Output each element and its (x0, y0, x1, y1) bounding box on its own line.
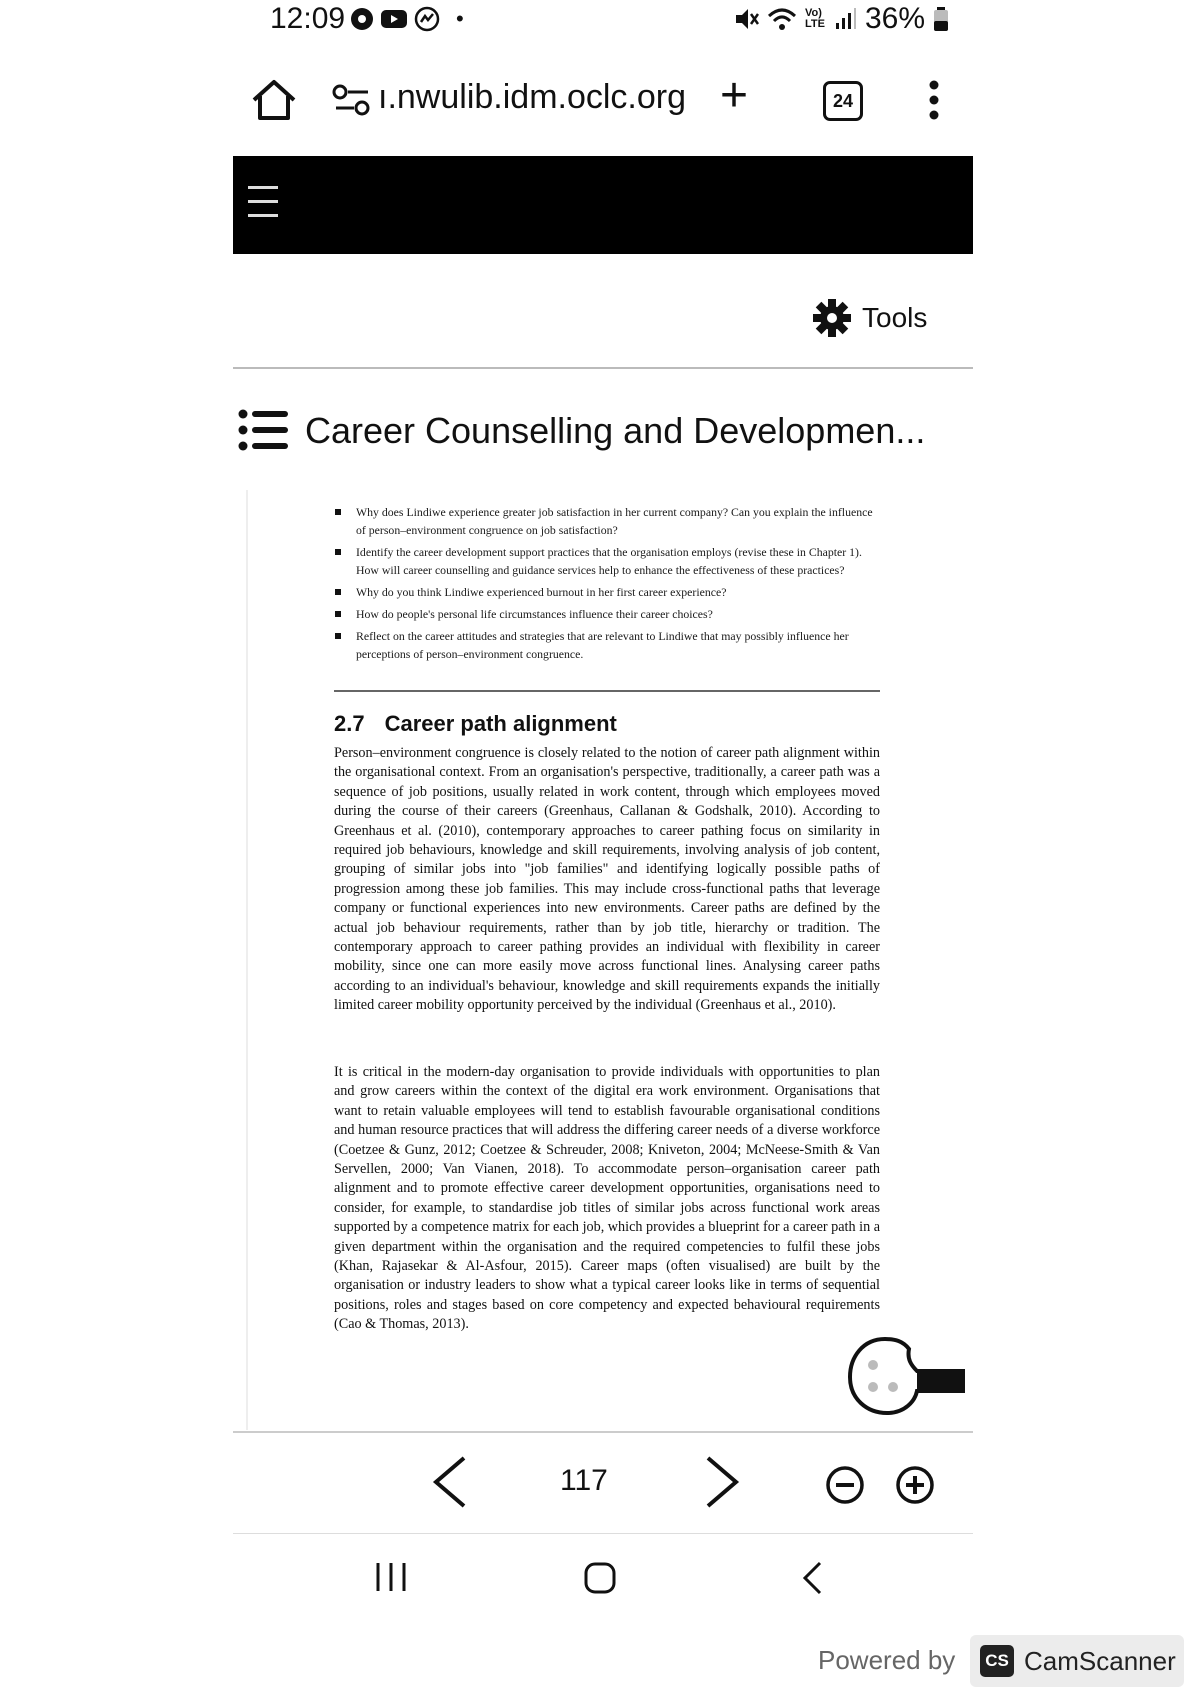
tools-button[interactable] (812, 298, 927, 338)
messenger-notification-icon (414, 6, 440, 32)
recent-apps-button[interactable] (373, 1560, 409, 1594)
next-page-button[interactable] (702, 1455, 742, 1509)
recent-apps-icon (373, 1560, 409, 1594)
document-title: Career Counselling and Developmen... (305, 410, 926, 451)
add-tab-icon: + (720, 69, 749, 122)
wifi-icon (767, 6, 797, 32)
list-item: Identify the career development support practices that the organisation employs (revise these in Chapter 1). How will career counselling and guidance services help to enhance the effectiveness of these practices? (332, 543, 880, 579)
site-settings-icon (332, 82, 372, 118)
camscanner-brand: CamScanner (1024, 1645, 1176, 1676)
new-tab-button[interactable] (720, 69, 749, 122)
home-nav-icon (584, 1562, 616, 1594)
divider (233, 1431, 973, 1433)
battery-icon (933, 6, 949, 32)
annotation-cursor-icon (845, 1335, 965, 1417)
body-paragraph: Person–environment congruence is closely related to the notion of career path alignment within the organisational context. From an organisation's perspective, traditionally, a career path was a sequence of job positions, usually related in work content, through which employees moved during the course of their careers (Greenhaus, Callanan & Godshalk, 2010). According to Greenhaus et al. (2010), contemporary approaches to career pathing focus on similarity in required job behaviours, knowledge and skill requirements, involving analysis of job content, grouping of similar jobs into "job families" and identifying logically possible paths of progression among these job families. This may include cross-functional paths that leverage company or functional experiences into new environments. Career paths are defined by the actual job behaviour requirements, rather than by job title, hierarchy or tradition. The contemporary approach to career pathing provides an individual with flexibility in career mobility, since one can more easily move across functional lines. Analysing career paths according to an individual's behaviour, knowledge and skill requirements expands the initially limited career mobility opportunity perceived by the individual (Greenhaus et al., 2010). (334, 745, 880, 1014)
signal-icon (835, 7, 857, 31)
battery-percent: 36% (865, 2, 926, 35)
url-bar[interactable]: ı.nwulib.idm.oclc.org (378, 78, 687, 116)
hamburger-menu-button[interactable] (248, 186, 278, 218)
previous-page-button[interactable] (430, 1455, 470, 1509)
mute-icon (733, 6, 759, 32)
table-of-contents-button[interactable] (238, 409, 288, 451)
chevron-left-icon (430, 1455, 470, 1509)
system-status-icons (733, 2, 949, 36)
chrome-notification-icon (350, 7, 374, 31)
system-home-button[interactable] (584, 1562, 616, 1594)
site-header (233, 156, 973, 254)
chevron-right-icon (702, 1455, 742, 1509)
toc-list-icon (238, 409, 288, 451)
zoom-out-button[interactable] (825, 1465, 865, 1505)
page-number[interactable]: 117 (560, 1464, 608, 1497)
network-type: Vo) LTE (805, 7, 825, 30)
gear-icon (812, 298, 852, 338)
status-time: 12:09 (270, 2, 346, 35)
list-item: How do people's personal life circumstances influence their career choices? (332, 605, 880, 623)
section-number: 2.7 (334, 711, 365, 736)
camscanner-watermark (970, 1635, 1184, 1687)
body-paragraph: It is critical in the modern-day organisation to provide individuals with opportunities to plan and grow careers within the context of the digital era work environment. Organisations that want to retain valuable employees will tend to establish favourable organisational conditions and human resource practices that will address the differing career needs of a diverse workforce (Coetzee & Gunz, 2012; Coetzee & Schreuder, 2008; Kniveton, 2004; McNeese-Smith & Van Servellen, 2000; Van Vianen, 2018). To accommodate person–organisation career path alignment and to promote effective career development opportunities, organisations need to consider, for example, to standardise job titles of similar jobs across functional work areas supported by a competence matrix for each job, which provides a blueprint for a career path in a given department within the organisation and the required competencies to fulfil these jobs (Khan, Rajasekar & Al-Asfour, 2015). Career maps (often visualised) are built by the organisation or industry leaders to show what a typical career looks like in terms of sequential positions, roles and stages based on core competency and expected behavioural requirements (Cao & Thomas, 2013). (334, 1064, 881, 1333)
list-item: Why do you think Lindiwe experienced burnout in her first career experience? (332, 583, 880, 601)
more-notifications-dot: • (456, 6, 464, 31)
home-button[interactable] (250, 78, 298, 122)
back-nav-icon (800, 1560, 824, 1596)
zoom-out-icon (825, 1465, 865, 1505)
list-item: Why does Lindiwe experience greater job satisfaction in her current company? Can you explain the influence of person–environment congruence on job satisfaction? (332, 503, 880, 539)
hamburger-icon (248, 186, 278, 217)
home-icon (250, 78, 298, 122)
youtube-notification-icon (380, 8, 408, 30)
notification-icons (350, 6, 464, 32)
section-heading (334, 711, 617, 737)
powered-by-label: Powered by (818, 1645, 956, 1675)
more-vert-icon (928, 80, 940, 120)
browser-menu-button[interactable] (928, 80, 940, 120)
section-title: Career path alignment (384, 711, 617, 736)
site-settings-button[interactable] (332, 82, 372, 118)
camscanner-logo: CS (980, 1645, 1014, 1677)
divider (233, 367, 973, 369)
tools-label: Tools (862, 302, 928, 333)
zoom-in-icon (895, 1465, 935, 1505)
divider (233, 1533, 973, 1534)
list-item: Reflect on the career attitudes and strategies that are relevant to Lindiwe that may possibly influence her perceptions of person–environment congruence. (332, 627, 880, 663)
zoom-in-button[interactable] (895, 1465, 935, 1505)
tabs-button[interactable]: 24 (823, 81, 863, 121)
discussion-questions (332, 503, 880, 667)
system-back-button[interactable] (800, 1560, 824, 1596)
section-divider (334, 690, 880, 692)
